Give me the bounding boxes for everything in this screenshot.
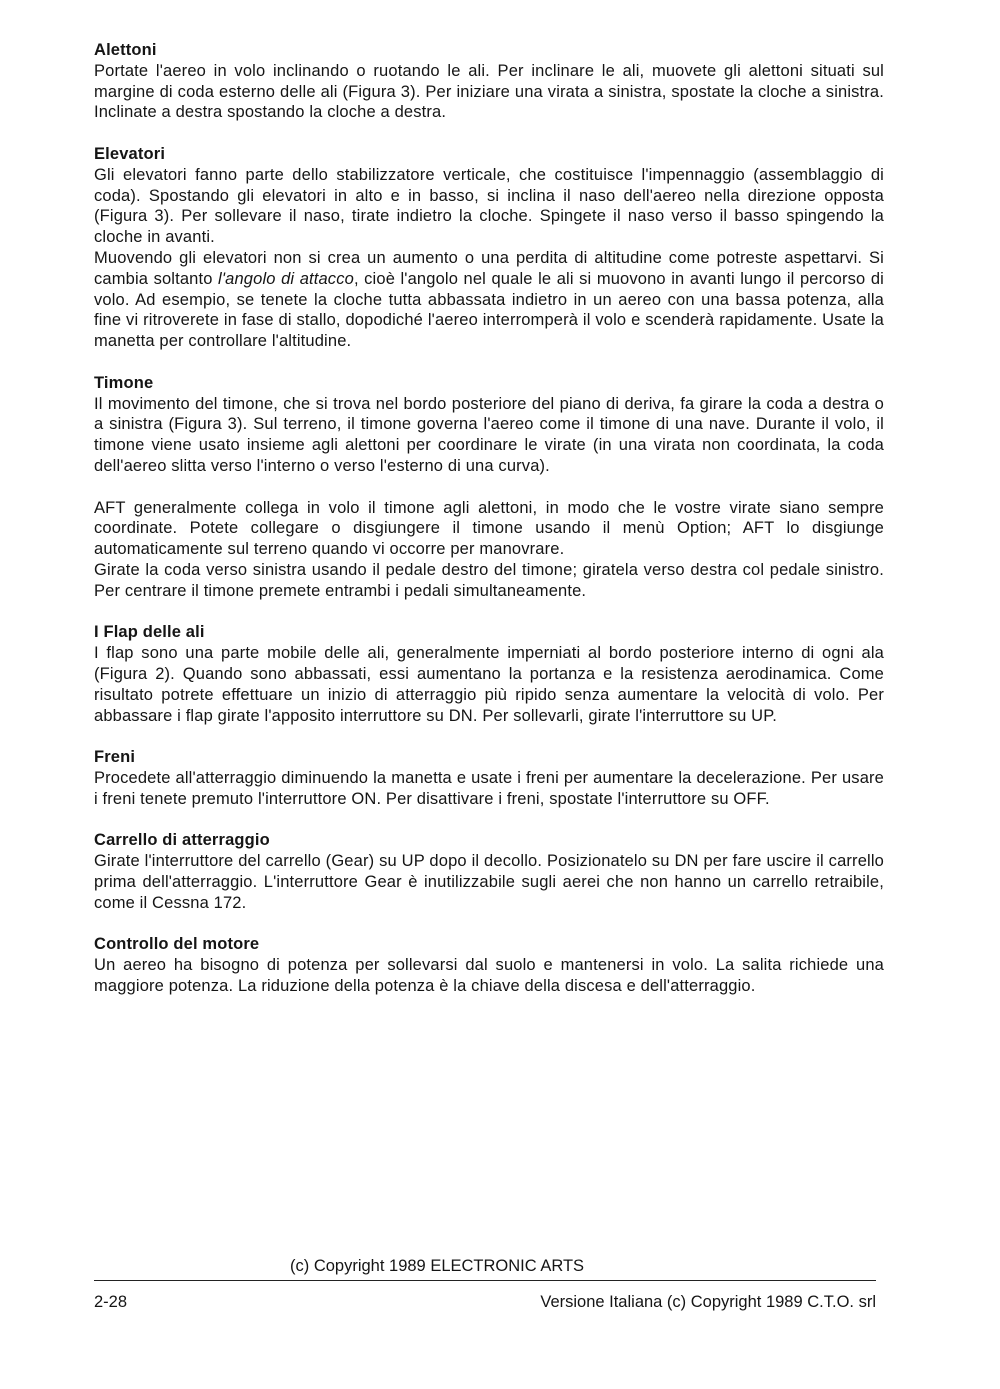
- body-paragraph: [94, 248, 884, 352]
- section-freni: [94, 747, 884, 809]
- section-heading: Freni: [94, 748, 136, 767]
- section-heading: Timone: [94, 373, 154, 392]
- section-flap: [94, 622, 884, 726]
- page-number: 2-28: [94, 1293, 128, 1311]
- copyright-notice: (c) Copyright 1989 ELECTRONIC ARTS: [290, 1257, 585, 1275]
- footer-divider: [94, 1280, 876, 1281]
- section-heading: Controllo del motore: [94, 935, 260, 954]
- section-elevatori: [94, 144, 884, 352]
- section-heading: Alettoni: [94, 41, 157, 59]
- section-heading: Elevatori: [94, 144, 166, 163]
- emphasized-term: l'angolo di attacco: [218, 269, 354, 288]
- body-paragraph: Un aereo ha bisogno di potenza per sollevarsi dal suolo e mantenersi in volo. La salita richiede una maggiore potenza. La riduzione della potenza è la chiave della discesa e dell'atterraggio.: [94, 956, 884, 995]
- section-carrello: [94, 830, 884, 913]
- page-body: [94, 40, 884, 1017]
- body-paragraph: Gli elevatori fanno parte dello stabilizzatore verticale, che costituisce l'impennaggio (assemblaggio di coda). Spostando gli elevatori in alto e in basso, si inclina il naso dell'aereo nella direzione opposta (Figura 3). Per sollevare il naso, tirate indietro la cloche. Spingete il naso verso il basso spingendo la cloche in avanti.: [94, 165, 884, 247]
- body-paragraph: Procedete all'atterraggio diminuendo la manetta e usate i freni per aumentare la decelerazione. Per usare i freni tenete premuto l'interruttore ON. Per disattivare i freni, spostate l'interruttore su OFF.: [94, 768, 884, 808]
- section-motore: [94, 934, 884, 996]
- section-aft-timone: [94, 498, 884, 602]
- body-paragraph: Portate l'aereo in volo inclinando o ruotando le ali. Per inclinare le ali, muovete gli alettoni situati sul margine di coda esterno delle ali (Figura 3). Per iniziare una virata a sinistra, spostate la cloche a sinistra. Inclinate a destra spostando la cloche a destra.: [94, 61, 884, 122]
- section-heading: I Flap delle ali: [94, 623, 205, 642]
- paragraph-text: , cioè l'angolo nel quale le ali si muovono in avanti lungo il percorso di volo. Ad esempio, se tenete la cloche tutta abbassata indietro in un aereo con una bassa potenza, alla fine vi ritroverete in fase di stallo, dopodiché l'aereo interromperà il volo e scenderà rapidamente. Usate la manetta per controllare l'altitudine.: [94, 269, 884, 351]
- body-paragraph: AFT generalmente collega in volo il timone agli alettoni, in modo che le vostre virate siano sempre coordinate. Potete collegare o disgiungere il timone usando il menù Option; AFT lo disgiunge automaticamente sul terreno quando vi occorre per manovrare.: [94, 498, 884, 559]
- body-paragraph: Girate la coda verso sinistra usando il pedale destro del timone; giratela verso destra col pedale sinistro. Per centrare il timone premete entrambi i pedali simultaneamente.: [94, 560, 884, 600]
- section-alettoni: [94, 40, 884, 123]
- section-heading: Carrello di atterraggio: [94, 831, 270, 850]
- body-paragraph: I flap sono una parte mobile delle ali, generalmente imperniati al bordo posteriore interno di ogni ala (Figura 2). Quando sono abbassati, essi aumentano la portanza e la resistenza aerodinamica. Come risultato potrete effettuare un inizio di atterraggio più ripido senza aumentare la velocità di volo. Per abbassare i flap girate l'apposito interruttore su DN. Per sollevarli, girate l'interruttore su UP.: [94, 644, 884, 725]
- version-notice: Versione Italiana (c) Copyright 1989 C.T.O. srl: [540, 1293, 876, 1311]
- body-paragraph: Girate l'interruttore del carrello (Gear) su UP dopo il decollo. Posizionatelo su DN per fare uscire il carrello prima dell'atterraggio. L'interruttore Gear è inutilizzabile sugli aerei che non hanno un carrello retraibile, come il Cessna 172.: [94, 852, 884, 912]
- paragraph-text: Muovendo gli elevatori non si crea un aumento o una perdita di altitudine come potreste aspettarvi. Si cambia soltanto: [94, 248, 884, 288]
- section-timone: [94, 373, 884, 477]
- body-paragraph: Il movimento del timone, che si trova nel bordo posteriore del piano di deriva, fa girare la coda a destra o a sinistra (Figura 3). Sul terreno, il timone governa l'aereo come il timone di una nave. Durante il volo, il timone viene usato insieme agli alettoni per coordinare le virate (in una virata non coordinata, la coda dell'aereo slitta verso l'interno o verso l'esterno di una curva).: [94, 394, 884, 475]
